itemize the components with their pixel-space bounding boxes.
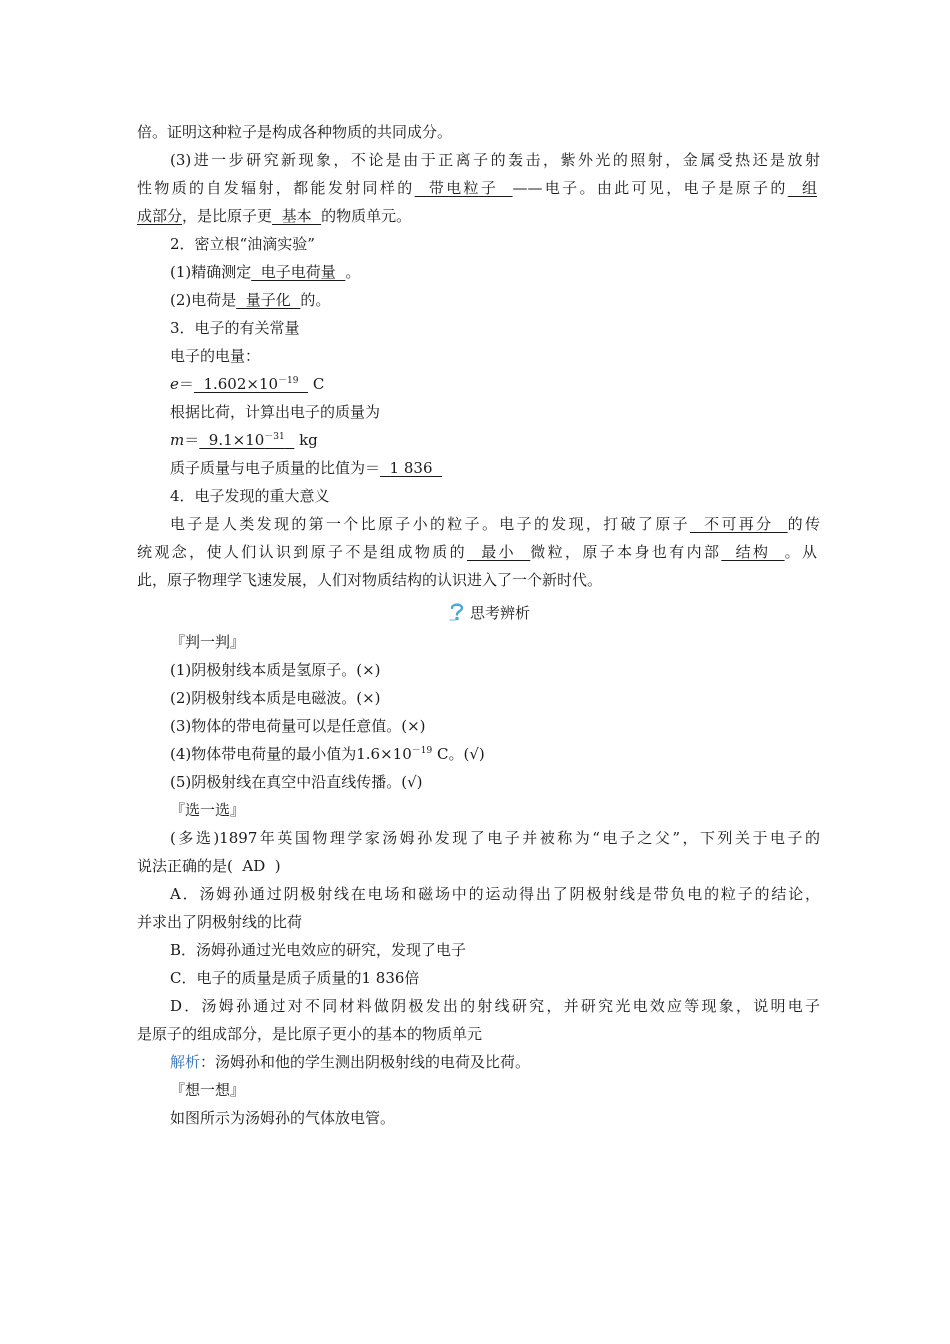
list-item: (5)阴极射线在真空中沿直线传播。(√) [170, 773, 423, 791]
text: ，是比原子更 [182, 207, 273, 225]
subsection-title: 『选一选』 [170, 801, 246, 819]
option-c: C．电子的质量是质子质量的1 836倍 [170, 969, 420, 987]
thinking-icon [448, 602, 466, 622]
paragraph-line [137, 206, 817, 226]
list-item [170, 262, 820, 282]
answer-blank: 不可再分 [689, 515, 788, 533]
symbol: m [170, 431, 185, 449]
exponent: －19 [278, 376, 299, 386]
option-d-cont: 是原子的组成部分，是比原子更小的基本的物质单元 [137, 1025, 483, 1043]
subsection-title: 『想一想』 [170, 1081, 246, 1099]
paragraph-line [137, 178, 817, 198]
text: ＝ [184, 431, 200, 449]
subsection-title: 『判一判』 [170, 633, 246, 651]
answer-blank: 基本 [272, 207, 322, 225]
exponent: －31 [264, 432, 285, 442]
section-heading [448, 602, 530, 624]
explanation-text: ：汤姆孙和他的学生测出阴极射线的电荷及比荷。 [200, 1053, 531, 1071]
list-item [170, 290, 820, 310]
text: (2)电荷是 [170, 291, 237, 309]
section-title: 2．密立根“油滴实验” [170, 235, 315, 253]
text: ＝ [178, 375, 194, 393]
answer-blank: 电子电荷量 [251, 263, 346, 281]
text: 质子质量与电子质量的比值为＝ [170, 459, 381, 477]
paragraph-line: 倍。证明这种粒子是构成各种物质的共同成分。 [137, 123, 453, 141]
answer-blank: 最小 [466, 543, 531, 561]
option-a-cont: 并求出了阴极射线的比荷 [137, 913, 303, 931]
section-title: 4．电子发现的重大意义 [170, 487, 330, 505]
text: 统观念，使人们认识到原子不是组成物质的 [137, 543, 467, 561]
text: 性物质的自发辐射，都能发射同样的 [137, 179, 415, 197]
option-a: A．汤姆孙通过阴极射线在电场和磁场中的运动得出了阴极射线是带负电的粒子的结论， [170, 885, 820, 903]
exponent: －19 [411, 746, 433, 756]
answer-blank: 结构 [721, 543, 785, 561]
blank-pad [299, 375, 309, 393]
answer-blank: 成部分 [137, 207, 183, 225]
text: 的。 [300, 291, 331, 309]
answer: AD [232, 857, 275, 875]
paragraph-line [170, 458, 820, 478]
text: 电子是人类发现的第一个比原子小的粒子。电子的发现，打破了原子 [170, 515, 690, 533]
question-line: (多选)1897年英国物理学家汤姆孙发现了电子并被称为“电子之父”，下列关于电子的 [170, 829, 820, 847]
answer-blank: 组 [787, 179, 817, 197]
text: 。从 [784, 543, 817, 561]
text: C。(√) [432, 745, 485, 763]
answer-blank: 1.602×10 [193, 375, 279, 393]
symbol: e [170, 375, 179, 393]
unit: C [312, 375, 325, 393]
text: ——电子。由此可见，电子是原子的 [512, 179, 788, 197]
paragraph-line: 此，原子物理学飞速发展，人们对物质结构的认识进入了一个新时代。 [137, 571, 603, 589]
formula-line [170, 430, 820, 450]
paragraph-line: 如图所示为汤姆孙的气体放电管。 [170, 1109, 396, 1127]
explanation-label: 解析 [170, 1053, 201, 1071]
paragraph-line [170, 514, 820, 534]
answer-blank: 带电粒子 [414, 179, 513, 197]
paragraph-line: 根据比荷，计算出电子的质量为 [170, 403, 381, 421]
text: 。 [345, 263, 361, 281]
section-heading-text: 思考辨析 [470, 604, 531, 622]
list-item: (1)阴极射线本质是氢原子。(×) [170, 661, 381, 679]
text: (1)精确测定 [170, 263, 252, 281]
explanation [170, 1052, 820, 1072]
answer-blank: 量子化 [236, 291, 301, 309]
list-item [170, 744, 820, 764]
paragraph-line [137, 542, 817, 562]
text: 的传 [787, 515, 820, 533]
answer-blank: 9.1×10 [199, 431, 265, 449]
text: 的物质单元。 [321, 207, 412, 225]
text: 说法正确的是( [137, 857, 233, 875]
formula-line [170, 374, 820, 394]
answer-blank: 1 836 [380, 459, 443, 477]
option-b: B．汤姆孙通过光电效应的研究，发现了电子 [170, 941, 467, 959]
question-line [137, 856, 817, 876]
paragraph-line: (3)进一步研究新现象，不论是由于正离子的轰击，紫外光的照射，金属受热还是放射 [170, 151, 820, 169]
text: 微粒，原子本身也有内部 [530, 543, 722, 561]
paragraph-line: 电子的电量： [170, 347, 261, 365]
list-item: (2)阴极射线本质是电磁波。(×) [170, 689, 381, 707]
text: (4)物体带电荷量的最小值为1.6×10 [170, 745, 412, 763]
text: ) [274, 857, 281, 875]
section-title: 3．电子的有关常量 [170, 319, 300, 337]
unit: kg [299, 431, 318, 449]
option-d: D．汤姆孙通过对不同材料做阴极发出的射线研究，并研究光电效应等现象，说明电子 [170, 997, 820, 1015]
blank-pad [285, 431, 295, 449]
list-item: (3)物体的带电荷量可以是任意值。(×) [170, 717, 426, 735]
